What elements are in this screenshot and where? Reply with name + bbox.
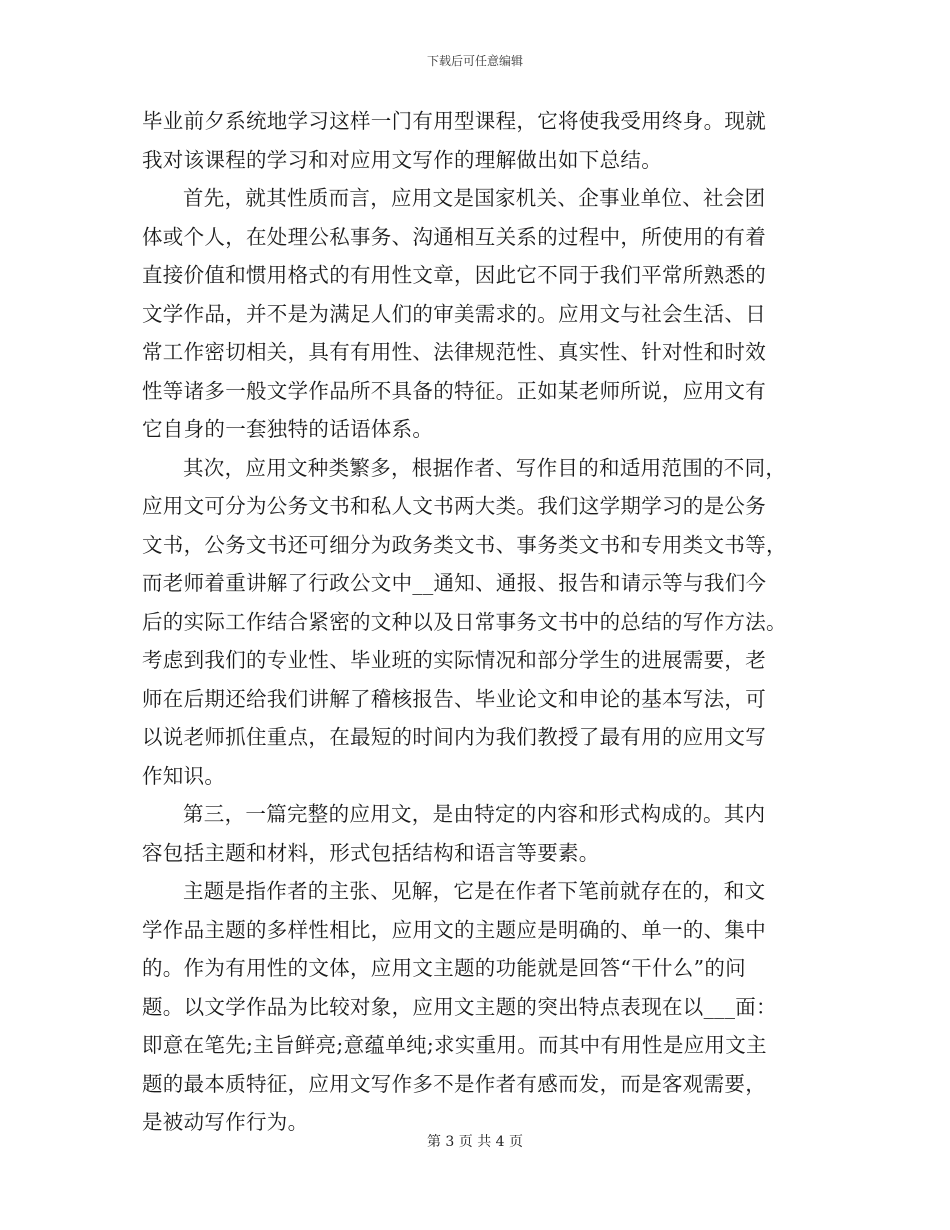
text-line: 题的最本质特征，应用文写作多不是作者有感而发，而是客观需要， — [142, 1071, 766, 1096]
text-line: 直接价值和惯用格式的有用性文章，因此它不同于我们平常所熟悉的 — [142, 263, 766, 287]
text-line: 作知识。 — [142, 763, 226, 788]
text-line: 而老师着重讲解了行政公文中__通知、通报、报告和请示等与我们今 — [142, 571, 767, 595]
text-line: 它自身的一套独特的话语体系。 — [142, 417, 434, 441]
document-body — [142, 102, 808, 1142]
text-line: 师在后期还给我们讲解了稽核报告、毕业论文和申论的基本写法，可 — [142, 686, 766, 711]
text-line: 考虑到我们的专业性、毕业班的实际情况和部分学生的进展需要，老 — [142, 648, 766, 672]
text-line: 性等诸多一般文学作品所不具备的特征。正如某老师所说，应用文有 — [142, 378, 766, 403]
text-line: 以说老师抓住重点，在最短的时间内为我们教授了最有用的应用文写 — [142, 725, 766, 749]
page-header: 下载后可任意编辑 — [426, 54, 523, 68]
text-line: 题。以文学作品为比较对象，应用文主题的突出特点表现在以___面： — [142, 994, 777, 1019]
text-line: 即意在笔先;主旨鲜亮;意蕴单纯;求实重用。而其中有用性是应用文主 — [142, 1033, 767, 1057]
text-line: 文学作品，并不是为满足人们的审美需求的。应用文与社会生活、日 — [142, 301, 766, 326]
text-line: 的。作为有用性的文体，应用文主题的功能就是回答“干什么”的问 — [142, 956, 746, 980]
text-line: 毕业前夕系统地学习这样一门有用型课程，它将使我受用终身。现就 — [142, 109, 766, 133]
text-line: 我对该课程的学习和对应用文写作的理解做出如下总结。 — [142, 147, 662, 172]
text-line: 学作品主题的多样性相比，应用文的主题应是明确的、单一的、集中 — [142, 917, 766, 942]
text-line: 常工作密切相关，具有有用性、法律规范性、真实性、针对性和时效 — [142, 340, 766, 364]
text-line: 主题是指作者的主张、见解，它是在作者下笔前就存在的，和文 — [183, 879, 766, 903]
text-line: 容包括主题和材料，形式包括结构和语言等要素。 — [142, 840, 600, 865]
page-footer: 第 3 页 共 4 页 — [426, 1134, 524, 1150]
text-line: 应用文可分为公务文书和私人文书两大类。我们这学期学习的是公务 — [142, 494, 766, 518]
text-line: 其次，应用文种类繁多，根据作者、写作目的和适用范围的不同， — [183, 455, 787, 480]
text-line: 体或个人，在处理公私事务、沟通相互关系的过程中，所使用的有着 — [142, 224, 766, 249]
text-line: 后的实际工作结合紧密的文种以及日常事务文书中的总结的写作方法。 — [142, 609, 787, 634]
text-line: 文书，公务文书还可细分为政务类文书、事务类文书和专用类文书等， — [142, 532, 787, 557]
text-line: 首先，就其性质而言，应用文是国家机关、企事业单位、社会团 — [183, 186, 766, 210]
text-line: 是被动写作行为。 — [142, 1110, 309, 1134]
text-line: 第三，一篇完整的应用文，是由特定的内容和形式构成的。其内 — [183, 802, 766, 826]
